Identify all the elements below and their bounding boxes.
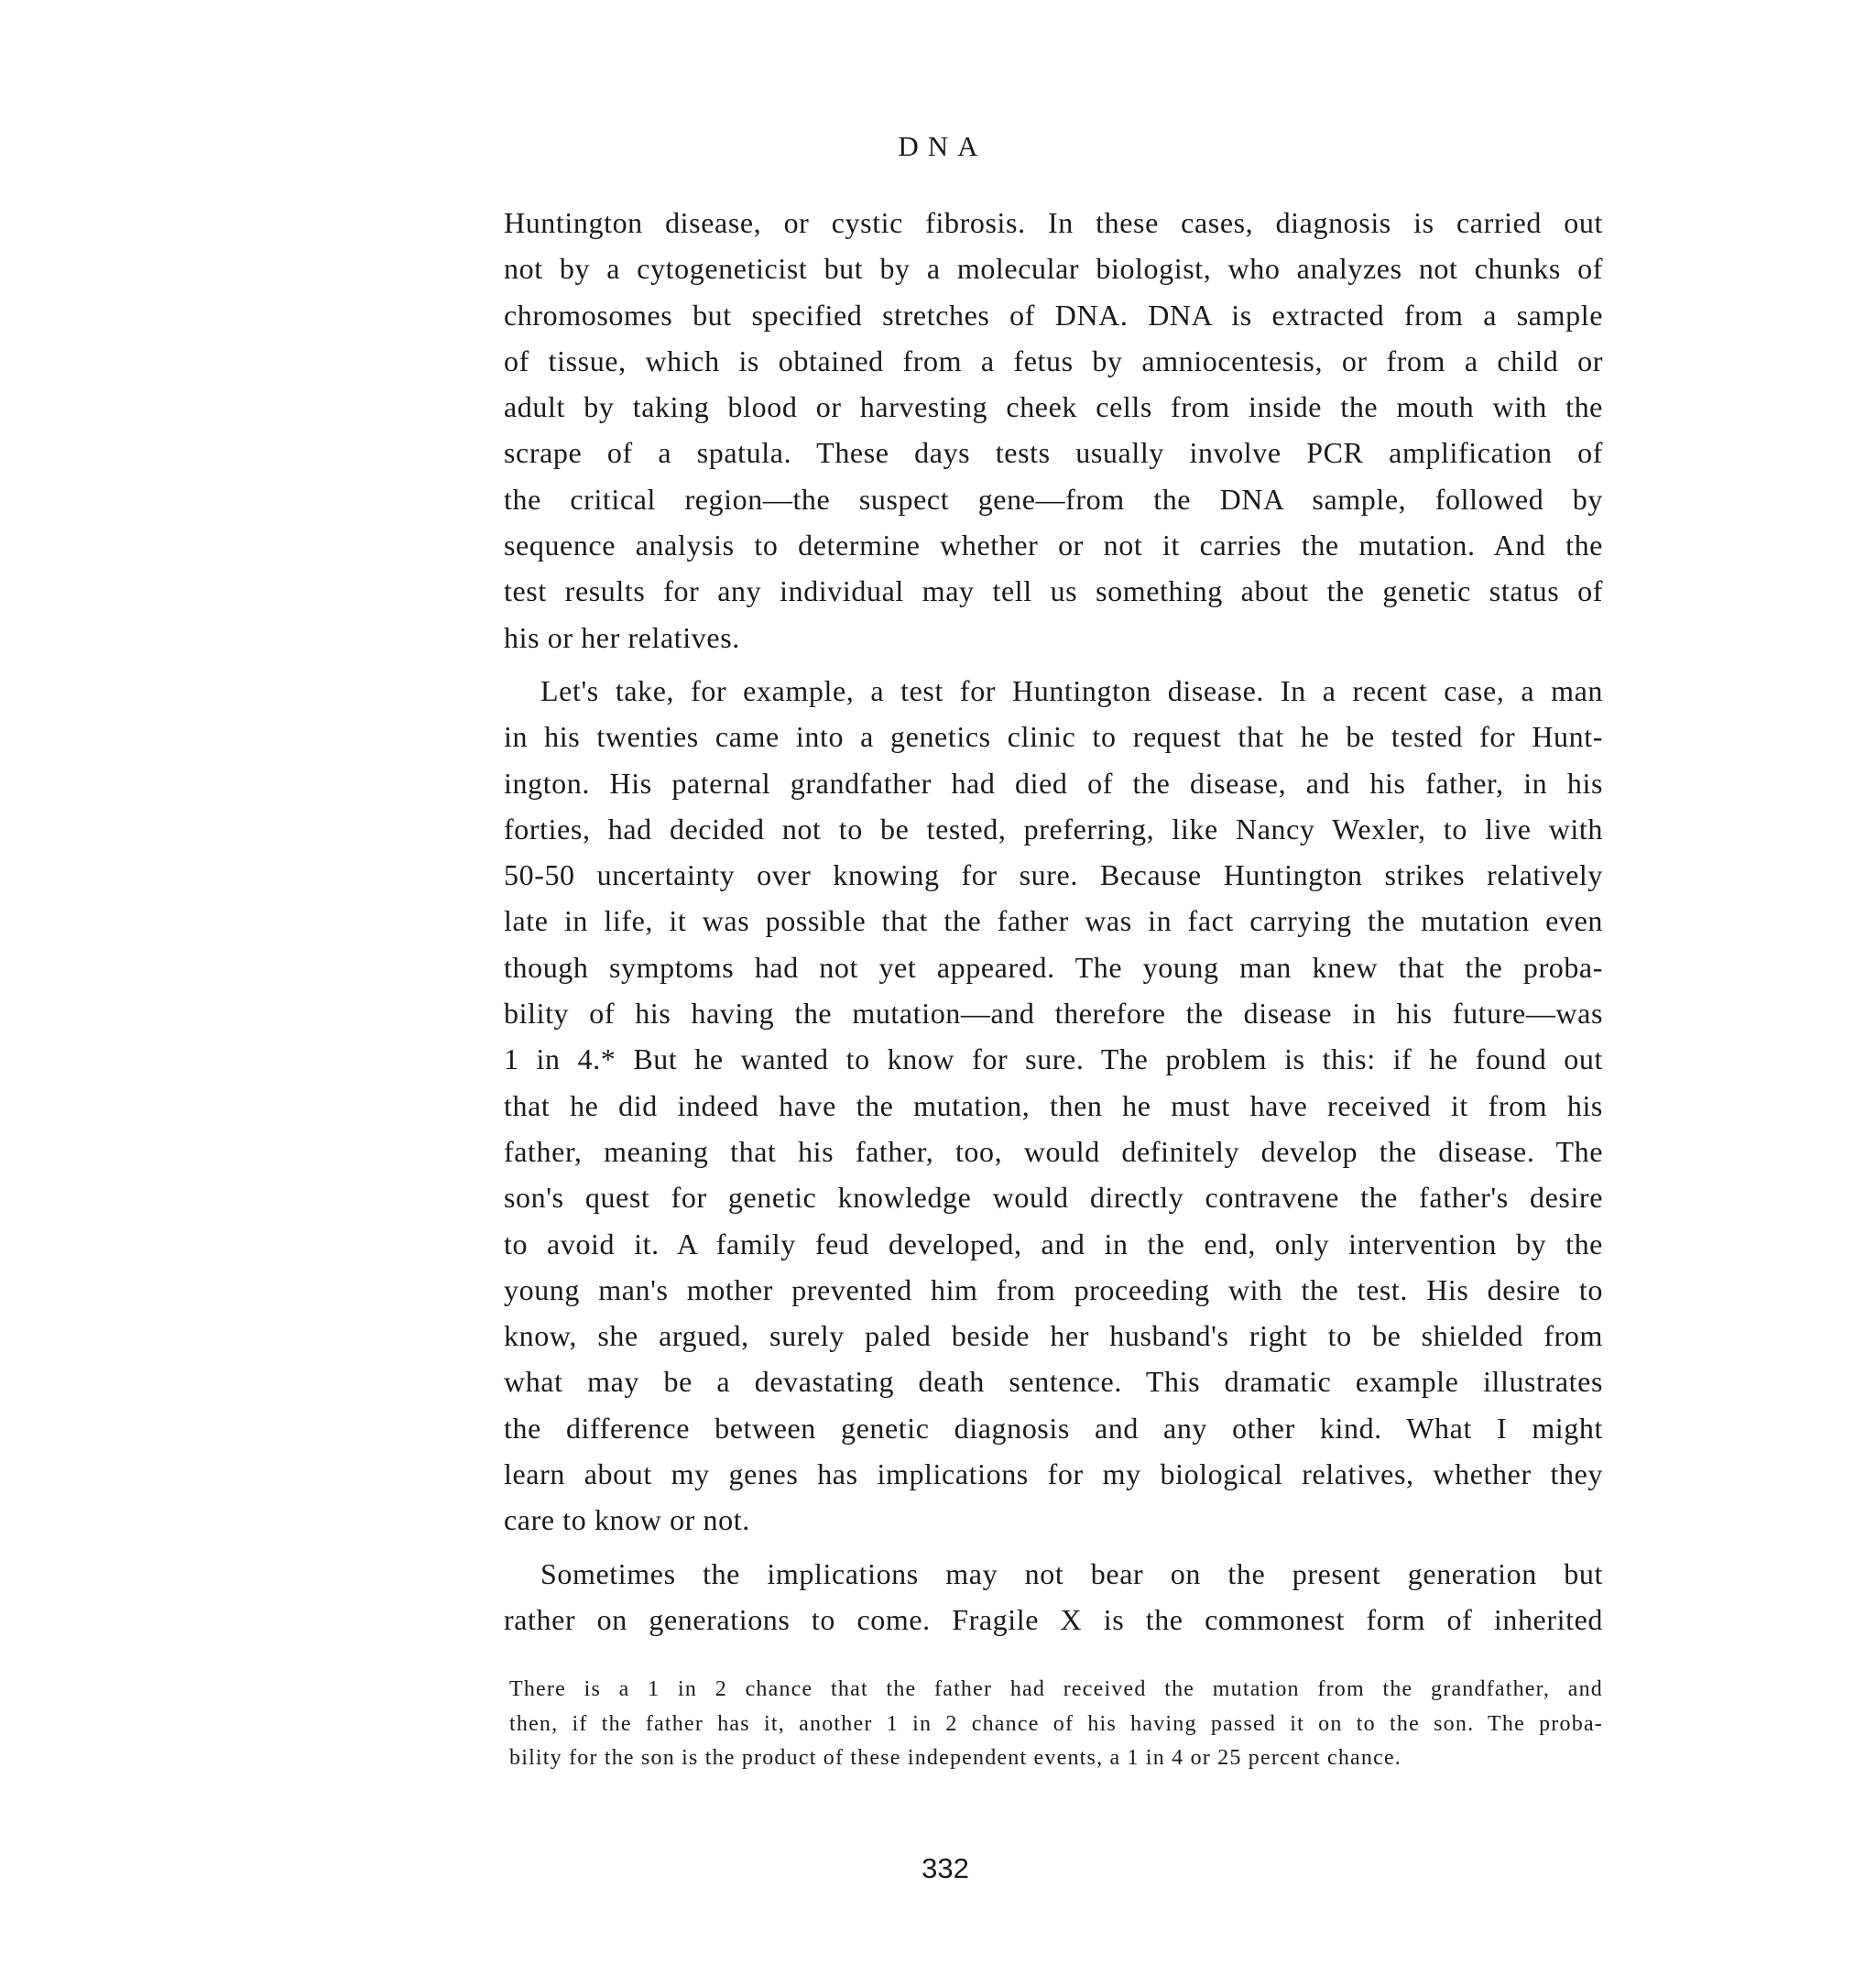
text-line: not by a cytogeneticist but by a molecular biologist, who analyzes not chunks of — [504, 252, 1603, 286]
paragraph — [504, 200, 1603, 660]
text-line: Huntington disease, or cystic fibrosis. In these cases, diagnosis is carried out — [504, 206, 1603, 239]
footnote-line: There is a 1 in 2 chance that the father had received the mutation from the grandfather, and — [509, 1677, 1603, 1701]
paragraph — [504, 668, 1603, 1544]
text-line: adult by taking blood or harvesting cheek cells from inside the mouth with the — [504, 390, 1603, 424]
text-line: the critical region—the suspect gene—from the DNA sample, followed by — [504, 482, 1603, 516]
text-line: Let's take, for example, a test for Huntington disease. In a recent case, a man — [540, 673, 1603, 707]
page-number: 332 — [922, 1852, 969, 1884]
text-line: know, she argued, surely paled beside her husband's right to be shielded from — [504, 1319, 1603, 1353]
text-line: father, meaning that his father, too, would definitely develop the disease. The — [504, 1134, 1603, 1168]
text-line: scrape of a spatula. These days tests usually involve PCR amplification of — [504, 436, 1603, 470]
text-line: the difference between genetic diagnosis and any other kind. What I might — [504, 1411, 1603, 1445]
footnote — [509, 1673, 1603, 1776]
paragraph-gap — [504, 1544, 1603, 1551]
text-line: what may be a devastating death sentence. This dramatic example illustrates — [504, 1365, 1603, 1399]
text-line: young man's mother prevented him from proceeding with the test. His desire to — [504, 1272, 1603, 1306]
text-line: forties, had decided not to be tested, preferring, like Nancy Wexler, to live with — [504, 812, 1603, 846]
footnote-line: bility for the son is the product of these independent events, a 1 in 4 or 25 percent chance. — [509, 1746, 1402, 1770]
text-line: though symptoms had not yet appeared. The young man knew that the proba- — [504, 950, 1603, 984]
text-line: that he did indeed have the mutation, then he must have received it from his — [504, 1088, 1603, 1122]
text-line: rather on generations to come. Fragile X is the commonest form of inherited — [504, 1602, 1603, 1636]
text-line: chromosomes but specified stretches of DNA. DNA is extracted from a sample — [504, 298, 1603, 332]
running-header: DNA — [898, 130, 987, 162]
text-line: 1 in 4.* But he wanted to know for sure. The problem is this: if he found out — [504, 1042, 1603, 1076]
text-line: care to know or not. — [504, 1503, 750, 1537]
text-line: 50-50 uncertainty over knowing for sure. Because Huntington strikes relatively — [504, 858, 1603, 892]
text-line: ington. His paternal grandfather had died of the disease, and his father, in his — [504, 766, 1603, 800]
text-line: Sometimes the implications may not bear on the present generation but — [540, 1556, 1603, 1590]
body-text — [504, 200, 1603, 1642]
text-line: his or her relatives. — [504, 620, 740, 654]
paragraph-gap — [504, 660, 1603, 668]
text-line: sequence analysis to determine whether or not it carries the mutation. And the — [504, 529, 1603, 562]
text-line: son's quest for genetic knowledge would directly contravene the father's desire — [504, 1181, 1603, 1215]
text-line: in his twenties came into a genetics clinic to request that he be tested for Hunt- — [504, 720, 1603, 754]
text-line: bility of his having the mutation—and therefore the disease in his future—was — [504, 997, 1603, 1031]
footnote-line: then, if the father has it, another 1 in 2 chance of his having passed it on to the son. The proba- — [509, 1711, 1603, 1736]
text-line: test results for any individual may tell us something about the genetic status of — [504, 574, 1603, 608]
text-line: to avoid it. A family feud developed, and in the end, only intervention by the — [504, 1227, 1603, 1260]
paragraph — [504, 1551, 1603, 1643]
text-line: learn about my genes has implications for my biological relatives, whether they — [504, 1457, 1603, 1491]
text-line: of tissue, which is obtained from a fetus by amniocentesis, or from a child or — [504, 344, 1603, 377]
text-line: late in life, it was possible that the father was in fact carrying the mutation even — [504, 904, 1603, 938]
